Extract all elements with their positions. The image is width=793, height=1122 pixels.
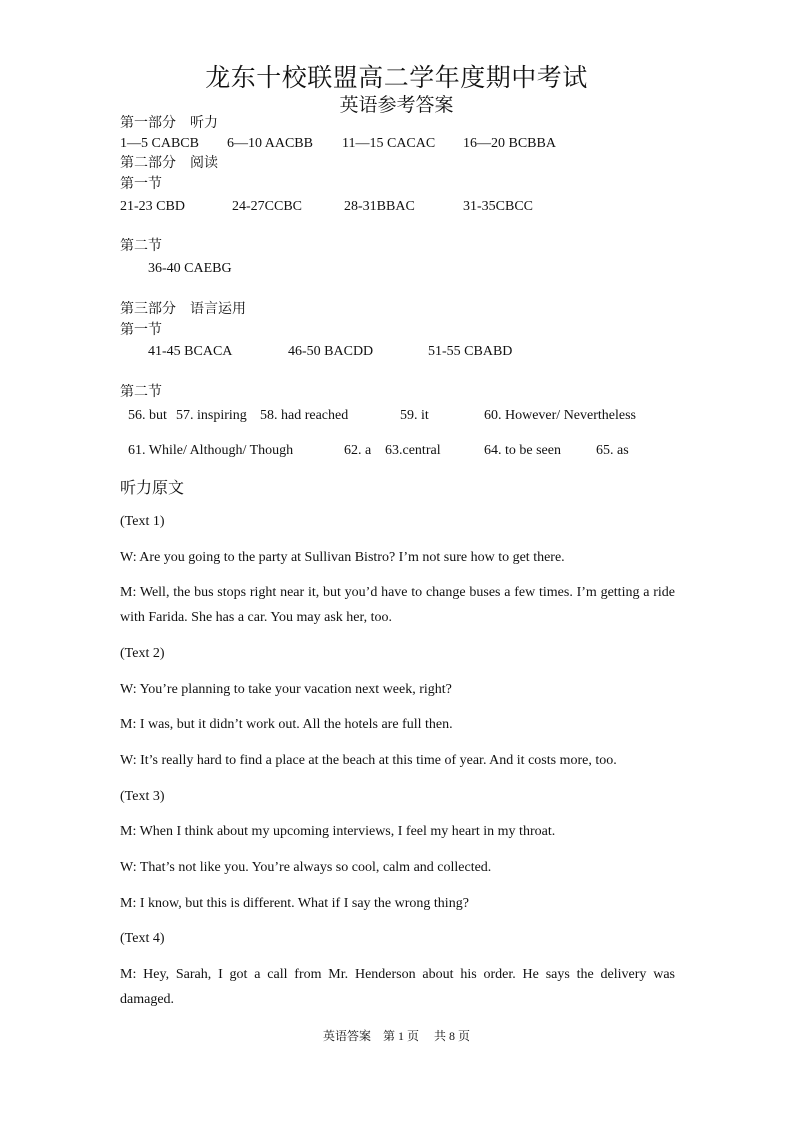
transcript-line: W: It’s really hard to find a place at the beach at this time of year. And it costs more, too. xyxy=(120,753,617,768)
answer-item: 62. a xyxy=(344,443,372,458)
part2-section1-heading: 第一节 xyxy=(120,177,162,192)
answer-item: 60. However/ Nevertheless xyxy=(484,408,637,423)
answer-group: 6—10 AACBB xyxy=(227,136,313,151)
answer-item: 59. it xyxy=(400,408,429,423)
page-footer: 英语答案 第 1 页 共 8 页 xyxy=(322,1029,470,1043)
answer-group: 21-23 CBD xyxy=(120,199,185,214)
part2-heading: 第二部分 阅读 xyxy=(120,156,218,171)
answer-group: 11—15 CACAC xyxy=(342,136,436,151)
answer-group: 24-27CCBC xyxy=(232,199,303,214)
transcript-line: W: Are you going to the party at Sullivan Bistro? I’m not sure how to get there. xyxy=(120,550,565,565)
document-subtitle: 英语参考答案 xyxy=(339,95,454,116)
transcript-line: M: I know, but this is different. What if I say the wrong thing? xyxy=(120,896,469,911)
part2-section2-heading: 第二节 xyxy=(120,239,162,254)
answer-group: 36-40 CAEBG xyxy=(148,261,232,276)
transcript-line: M: Well, the bus stops right near it, but you’d have to change buses a few times. I’m getting a ride with Farida. She has a car. You may ask her, too. xyxy=(120,585,675,625)
answer-item: 57. inspiring xyxy=(176,408,247,423)
answer-group: 1—5 CABCB xyxy=(120,136,199,151)
part3-section2-heading: 第二节 xyxy=(120,385,162,400)
answer-group: 16—20 BCBBA xyxy=(463,136,556,151)
transcript-line: (Text 1) xyxy=(120,514,165,529)
document-title: 龙东十校联盟高二学年度期中考试 xyxy=(205,65,588,92)
answer-item: 56. but xyxy=(128,408,167,423)
part3-section1-heading: 第一节 xyxy=(120,323,162,338)
answer-group: 41-45 BCACA xyxy=(148,344,233,359)
answer-item: 61. While/ Although/ Though xyxy=(128,443,294,458)
answer-item: 63.central xyxy=(385,443,441,458)
part1-heading: 第一部分 听力 xyxy=(120,116,218,131)
answer-group: 28-31BBAC xyxy=(344,199,415,214)
answer-group: 31-35CBCC xyxy=(463,199,534,214)
transcript-line: M: I was, but it didn’t work out. All the hotels are full then. xyxy=(120,717,453,732)
answer-item: 64. to be seen xyxy=(484,443,561,458)
transcript-line: W: You’re planning to take your vacation next week, right? xyxy=(120,682,452,697)
transcript-heading: 听力原文 xyxy=(120,480,185,497)
transcript-line: (Text 2) xyxy=(120,646,165,661)
transcript-line: (Text 3) xyxy=(120,789,165,804)
transcript-line: (Text 4) xyxy=(120,931,165,946)
transcript-line: W: That’s not like you. You’re always so cool, calm and collected. xyxy=(120,860,492,875)
answer-group: 46-50 BACDD xyxy=(288,344,374,359)
answer-group: 51-55 CBABD xyxy=(428,344,513,359)
answer-item: 58. had reached xyxy=(260,408,349,423)
answer-item: 65. as xyxy=(596,443,629,458)
part3-heading: 第三部分 语言运用 xyxy=(120,302,246,317)
transcript-line: M: Hey, Sarah, I got a call from Mr. Henderson about his order. He says the delivery was damaged. xyxy=(120,967,675,1007)
transcript-line: M: When I think about my upcoming interviews, I feel my heart in my throat. xyxy=(120,824,556,839)
